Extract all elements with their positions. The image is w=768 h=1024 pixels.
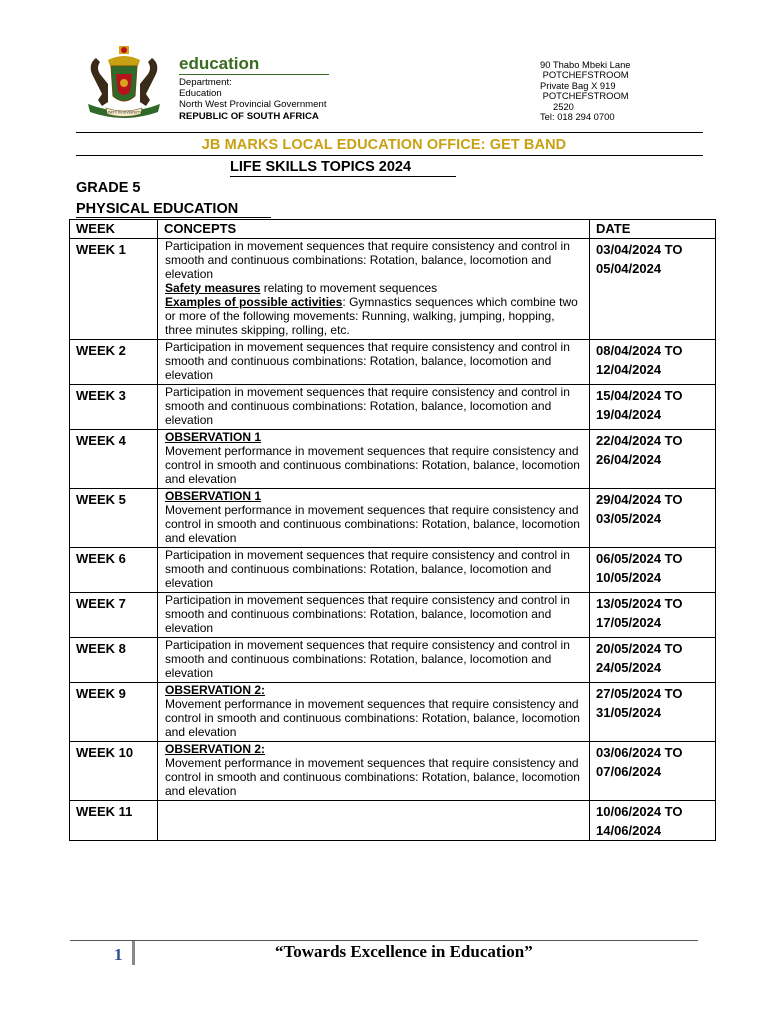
column-header-concepts: CONCEPTS: [158, 220, 590, 239]
address-line: Private Bag X 919: [540, 79, 616, 91]
week-cell: WEEK 11: [70, 801, 158, 841]
date-cell: [590, 489, 716, 548]
date-to: 24/05/2024: [596, 660, 662, 675]
date-cell: [590, 340, 716, 385]
concept-cell: [158, 239, 590, 340]
observation-text: Movement performance in movement sequences that require consistency and control in smooth and continuous combinations: Rotation, balance, locomotion and elevation: [165, 444, 580, 486]
week-cell: WEEK 4: [70, 430, 158, 489]
footer-rule: [70, 940, 698, 941]
date-cell: [590, 385, 716, 430]
concept-cell: Participation in movement sequences that require consistency and control in smooth and continuous combinations: Rotation, balance, locomotion and elevation: [158, 385, 590, 430]
week-cell: WEEK 1: [70, 239, 158, 340]
org-title: education: [179, 54, 260, 73]
table-row: [70, 430, 716, 489]
table-row: [70, 742, 716, 801]
table-row: [70, 489, 716, 548]
column-header-week: WEEK: [70, 220, 158, 239]
date-cell: [590, 548, 716, 593]
concept-cell: [158, 489, 590, 548]
date-from: 27/05/2024 TO: [596, 686, 683, 701]
date-to: 17/05/2024: [596, 615, 662, 630]
week-cell: WEEK 6: [70, 548, 158, 593]
date-cell: [590, 801, 716, 841]
date-from: 03/04/2024 TO: [596, 242, 683, 257]
date-to: 10/05/2024: [596, 570, 662, 585]
org-line: Department:: [179, 77, 232, 88]
examples-text: : Gymnastics sequences which combine two or more of the following movements: Running, walking, jumping, hopping, three minutes skipping, rolling, etc.: [165, 295, 578, 337]
date-to: 31/05/2024: [596, 705, 662, 720]
date-from: 13/05/2024 TO: [596, 596, 683, 611]
safety-line: [165, 281, 583, 295]
week-cell: WEEK 10: [70, 742, 158, 801]
date-cell: [590, 683, 716, 742]
concept-cell: Participation in movement sequences that require consistency and control in smooth and continuous combinations: Rotation, balance, locomotion and elevation: [158, 340, 590, 385]
table-row: [70, 548, 716, 593]
date-from: 15/04/2024 TO: [596, 388, 683, 403]
date-from: 10/06/2024 TO: [596, 804, 683, 819]
date-to: 07/06/2024: [596, 764, 662, 779]
week-cell: WEEK 3: [70, 385, 158, 430]
table-row: [70, 593, 716, 638]
page-number: 1: [114, 945, 123, 964]
address-line: 2520: [540, 100, 574, 112]
address-line: 90 Thabo Mbeki Lane: [540, 59, 631, 70]
examples-label: Examples of possible activities: [165, 295, 343, 309]
concept-cell-empty: [158, 801, 590, 841]
header-rule: [76, 155, 703, 156]
subject-heading-underline: [76, 217, 271, 218]
org-line: Education: [179, 88, 222, 100]
org-line: REPUBLIC OF SOUTH AFRICA: [179, 110, 319, 122]
date-cell: [590, 593, 716, 638]
table-row: [70, 385, 716, 430]
date-from: 20/05/2024 TO: [596, 641, 683, 656]
safety-text: relating to movement sequences: [260, 281, 438, 295]
address-line: Tel: 018 294 0700: [540, 111, 615, 123]
date-to: 19/04/2024: [596, 407, 662, 422]
date-from: 08/04/2024 TO: [596, 343, 683, 358]
observation-text: Movement performance in movement sequences that require consistency and control in smooth and continuous combinations: Rotation, balance, locomotion and elevation: [165, 697, 580, 739]
week-cell: WEEK 2: [70, 340, 158, 385]
concept-text: Participation in movement sequences that require consistency and control in smooth and continuous combinations: Rotation, balance, locomotion and elevation: [165, 239, 570, 281]
observation-label: OBSERVATION 2:: [165, 742, 266, 756]
concept-cell: Participation in movement sequences that require consistency and control in smooth and continuous combinations: Rotation, balance, locomotion and elevation: [158, 548, 590, 593]
date-cell: [590, 638, 716, 683]
week-cell: WEEK 9: [70, 683, 158, 742]
date-from: 29/04/2024 TO: [596, 492, 683, 507]
date-cell: [590, 239, 716, 340]
observation-text: Movement performance in movement sequences that require consistency and control in smooth and continuous combinations: Rotation, balance, locomotion and elevation: [165, 503, 580, 545]
concept-cell: [158, 742, 590, 801]
concept-cell: [158, 430, 590, 489]
date-to: 03/05/2024: [596, 511, 662, 526]
office-title: JB MARKS LOCAL EDUCATION OFFICE: GET BAND: [201, 137, 567, 153]
observation-label: OBSERVATION 1: [165, 430, 262, 444]
observation-text: Movement performance in movement sequences that require consistency and control in smooth and continuous combinations: Rotation, balance, locomotion and elevation: [165, 756, 580, 798]
date-from: 22/04/2024 TO: [596, 433, 683, 448]
table-header-row: [70, 220, 716, 239]
topic-title: LIFE SKILLS TOPICS 2024: [230, 159, 412, 175]
crest-motto: UNITY IN DIVERSITY: [106, 110, 142, 115]
table-row: [70, 340, 716, 385]
week-cell: WEEK 8: [70, 638, 158, 683]
date-from: 03/06/2024 TO: [596, 745, 683, 760]
concept-cell: Participation in movement sequences that require consistency and control in smooth and continuous combinations: Rotation, balance, locomotion and elevation: [158, 638, 590, 683]
date-from: 06/05/2024 TO: [596, 551, 683, 566]
table-row: [70, 638, 716, 683]
safety-label: Safety measures: [165, 281, 261, 295]
observation-label: OBSERVATION 1: [165, 489, 262, 503]
subject-heading: PHYSICAL EDUCATION: [76, 201, 239, 217]
schedule-table: [69, 219, 716, 841]
concept-cell: Participation in movement sequences that require consistency and control in smooth and continuous combinations: Rotation, balance, locomotion and elevation: [158, 593, 590, 638]
column-header-date: DATE: [590, 220, 716, 239]
header-rule: [76, 132, 703, 133]
page-number-divider: [132, 941, 135, 965]
org-details: [179, 77, 327, 122]
date-to: 26/04/2024: [596, 452, 662, 467]
date-to: 05/04/2024: [596, 261, 662, 276]
footer-motto: “Towards Excellence in Education”: [275, 942, 533, 961]
table-row: [70, 801, 716, 841]
address-line: POTCHEFSTROOM: [540, 69, 629, 81]
observation-label: OBSERVATION 2:: [165, 683, 266, 697]
address-block: [540, 60, 631, 122]
week-cell: WEEK 7: [70, 593, 158, 638]
date-cell: [590, 430, 716, 489]
topic-title-underline: [230, 176, 456, 177]
date-cell: [590, 742, 716, 801]
table-row: [70, 239, 716, 340]
org-line: North West Provincial Government: [179, 99, 327, 111]
date-to: 12/04/2024: [596, 362, 662, 377]
date-to: 14/06/2024: [596, 823, 662, 838]
concept-cell: [158, 683, 590, 742]
week-cell: WEEK 5: [70, 489, 158, 548]
address-line: POTCHEFSTROOM: [540, 90, 629, 102]
coat-of-arms-icon: [78, 44, 170, 124]
table-row: [70, 683, 716, 742]
org-title-rule: [179, 74, 329, 75]
grade-heading: GRADE 5: [76, 180, 141, 196]
examples-line: [165, 295, 583, 337]
